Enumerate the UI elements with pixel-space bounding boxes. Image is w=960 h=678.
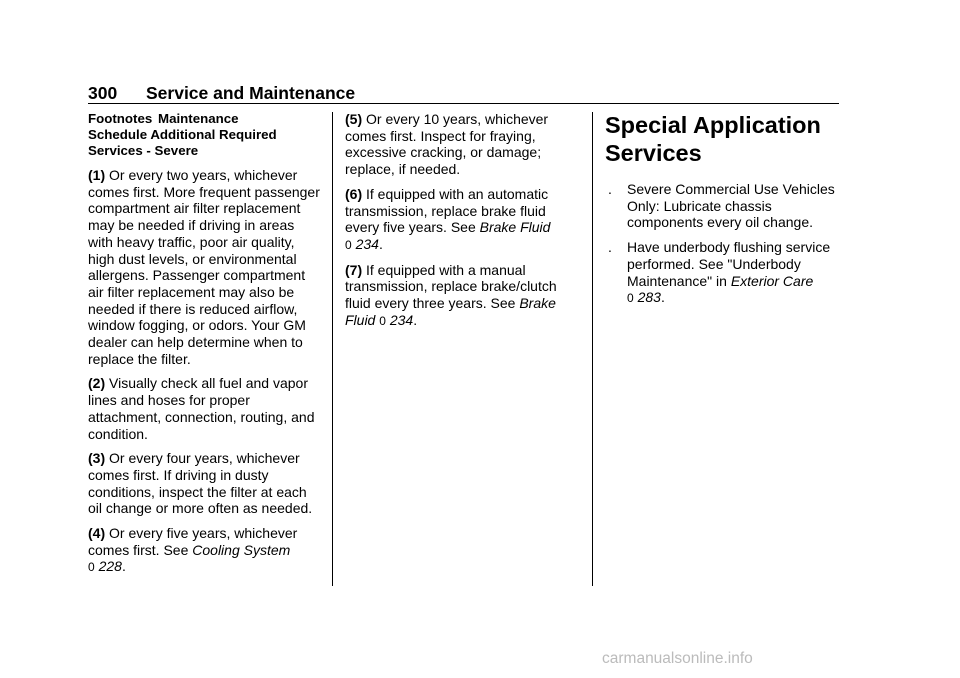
bullet-icon: . <box>608 239 612 256</box>
list-item: . Severe Commercial Use Vehicles Only: Lubricate chassis components every oil change. <box>608 181 835 231</box>
footnote-2: (2) Visually check all fuel and vapor lines and hoses for proper attachment, connection, routing, and condition. <box>88 375 315 442</box>
footnote-3: (3) Or every four years, whichever comes first. If driving in dusty conditions, inspect the filter at each oil change or more often as needed. <box>88 450 313 517</box>
page-ref-234[interactable]: 234 <box>355 235 379 252</box>
column-3 <box>605 111 841 315</box>
column-divider-2 <box>592 112 593 586</box>
section-title: Service and Maintenance <box>146 83 356 103</box>
column-divider-1 <box>332 112 333 586</box>
column-1 <box>88 111 320 584</box>
cooling-system-link[interactable]: Cooling System <box>192 541 291 558</box>
header-rule <box>88 103 839 104</box>
page-number: 300 <box>88 83 118 103</box>
brake-fluid-link[interactable]: Brake Fluid <box>345 295 556 328</box>
page-header <box>88 82 840 104</box>
footnote-4: (4) Or every five years, whichever comes first. See Cooling System 0 228. <box>88 525 298 575</box>
exterior-care-link[interactable]: Exterior Care <box>730 272 814 289</box>
page-ref-283[interactable]: 283 <box>637 289 661 306</box>
footnote-6: (6) If equipped with an automatic transmission, replace brake fluid every five years. See Brake Fluid 0 234. <box>345 185 551 252</box>
footnote-5: (5) Or every 10 years, whichever comes first. Inspect for fraying, excessive cracking, or damage; replace, if needed. <box>345 111 549 178</box>
brake-fluid-link[interactable]: Brake Fluid <box>479 219 551 236</box>
page-ref-icon: 0 <box>88 560 95 575</box>
page-ref-228[interactable]: 228 <box>98 558 122 575</box>
page-ref-icon: 0 <box>379 313 386 328</box>
column-2 <box>345 111 577 337</box>
page-ref-icon: 0 <box>345 237 352 252</box>
list-item: . Have underbody flushing service performed. See "Underbody Maintenance" in Exterior Care 0 283. <box>608 239 831 306</box>
page-ref-234[interactable]: 234 <box>389 311 414 328</box>
page-ref-icon: 0 <box>627 291 634 306</box>
bullet-icon: . <box>608 181 612 197</box>
footnote-7: (7) If equipped with a manual transmission, replace brake/clutch fluid every three years. See Brake Fluid 0 234. <box>345 261 557 328</box>
footnotes-heading: Footnotes Maintenance Schedule Additional Required Services - Severe <box>88 111 277 158</box>
footnote-1: (1) Or every two years, whichever comes first. More frequent passenger compartment air filter replacement may be needed if driving in areas with heavy traffic, poor air quality, high dust levels, or environmental allergens. Passenger compartment air filter replacement may also be needed if there is reduced airflow, window fogging, or odors. Your GM dealer can help determine when to replace the filter. <box>88 167 320 367</box>
special-application-heading: Special Application Services <box>605 112 821 166</box>
watermark: carmanualsonline.info <box>602 650 753 667</box>
